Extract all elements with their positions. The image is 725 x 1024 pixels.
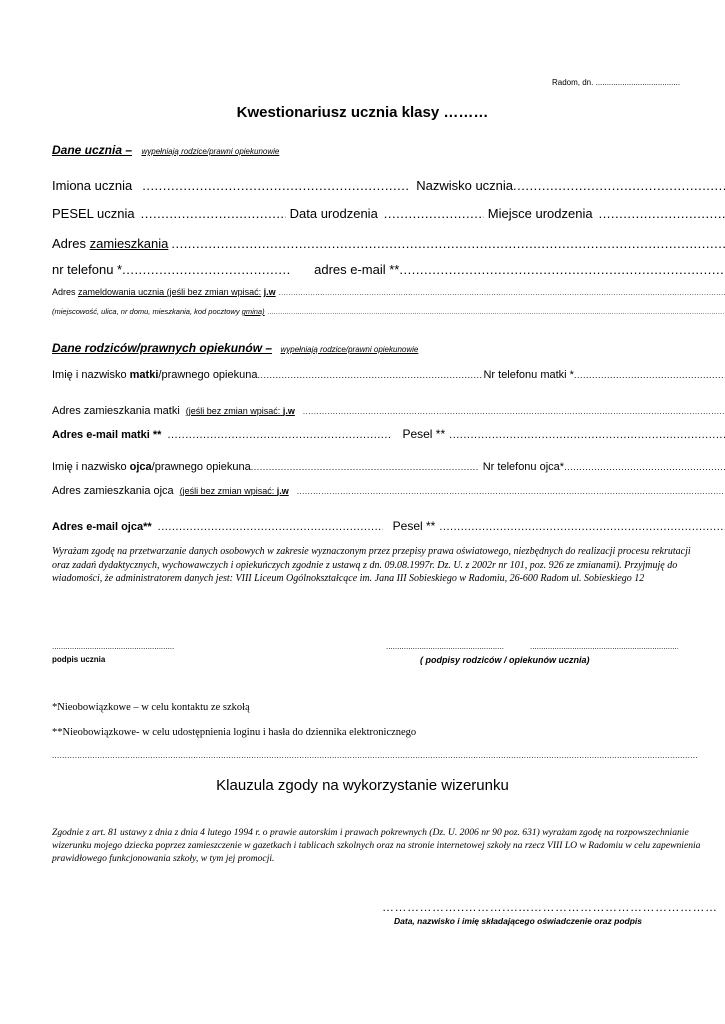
- phone-label: nr telefonu *: [52, 262, 123, 277]
- mother-pesel-label: Pesel **: [402, 427, 446, 441]
- section-separator: [52, 751, 698, 760]
- student-heading-note: wypełniają rodzice/prawni opiekunowie: [141, 147, 280, 156]
- parent2-signature-line[interactable]: [530, 642, 678, 651]
- footnote-optional-2: **Nieobowiązkowe- w celu udostępnienia loginu i hasła do dziennika elektronicznego: [52, 727, 417, 738]
- birth-place-label: Miejsce urodzenia: [487, 206, 593, 221]
- registered-hint: (miejscowość, ulica, nr domu, mieszkania, kod pocztowy gmina): [52, 307, 265, 316]
- parents-heading-note: wypełniają rodzice/prawni opiekunowie: [280, 345, 419, 354]
- father-email-field[interactable]: [158, 521, 383, 533]
- mother-address-row: [52, 405, 692, 417]
- mother-email-label: Adres e-mail matki **: [52, 429, 162, 441]
- parents-heading-text: Dane rodziców/prawnych opiekunów –: [52, 341, 273, 355]
- student-heading-text: Dane ucznia –: [52, 143, 133, 157]
- image-clause-title: Klauzula zgody na wykorzystanie wizerunku: [216, 777, 509, 794]
- parents-signature-label: ( podpisy rodziców / opiekunów ucznia): [420, 655, 590, 665]
- mother-name-row: [52, 369, 692, 381]
- address-label: Adres zamieszkania: [52, 236, 169, 251]
- birth-date-field[interactable]: [384, 206, 484, 221]
- mother-pesel-field[interactable]: [449, 429, 725, 441]
- student-signature-label: podpis ucznia: [52, 655, 106, 664]
- page-title: Kwestionariusz ucznia klasy ………: [236, 104, 489, 121]
- father-name-label: Imię i nazwisko ojca/prawnego opiekuna: [52, 461, 251, 473]
- email-field[interactable]: [399, 262, 725, 277]
- father-name-row: [52, 461, 698, 473]
- father-phone-label: Nr telefonu ojca*: [482, 461, 565, 473]
- last-name-label: Nazwisko ucznia: [416, 178, 514, 193]
- father-address-field[interactable]: [297, 487, 725, 496]
- image-clause-text: Zgodnie z art. 81 ustawy z dnia z dnia 4 lutego 1994 r. o prawie autorskim i prawach pokrewnych (Dz. U. 2006 nr 90 poz. 631) wyrażam zgodę na rozpowszechnianie wizerunku mojego dziecka poprzez zamieszczenie w gazetkach i tablicach szkolnych oraz na stronie internetowej szkoły na rzecz VIII LO w Radomiu w celu zapewnienia prawidłowego funkcjonowania szkoły, w tym jej promocji.: [52, 827, 701, 864]
- student-address-row: [52, 236, 698, 251]
- registered-address-row: [52, 287, 698, 297]
- mother-phone-label: Nr telefonu matki *: [483, 369, 574, 381]
- mother-name-label: Imię i nazwisko matki/prawnego opiekuna: [52, 369, 258, 381]
- data-consent-text: Wyrażam zgodę na przetwarzanie danych osobowych w zakresie wyznaczonym przez przepisy prawa oświatowego, niezbędnych do realizacji procesu rekrutacji oraz zadań dydaktycznych, wychowawczych i opiekuńczych zgodnie z ustawą z dn. 09.08.1997r. Dz. U. z 2002r nr 101, poz. 926 ze zmianami). Przyjmuję do wiadomości, że administratorem danych jest: VIII Liceum Ogólnokształcące im. Jana III Sobieskiego w Radomiu, 26-600 Radom ul. Sobieskiego 12: [52, 546, 691, 584]
- registered-hint-row: [52, 307, 692, 316]
- father-email-row: [52, 519, 698, 533]
- footnote-optional-1: *Nieobowiązkowe – w celu kontaktu ze szkołą: [52, 702, 250, 713]
- mother-phone-field[interactable]: [574, 370, 725, 380]
- registered-address-field[interactable]: [279, 290, 725, 297]
- father-phone-field[interactable]: [564, 462, 725, 472]
- student-signature-line[interactable]: [52, 642, 174, 651]
- registered-hint-field[interactable]: [268, 310, 725, 316]
- father-address-label: Adres zamieszkania ojca: [52, 485, 174, 497]
- student-pesel-row: [52, 206, 698, 221]
- place-date: Radom, dn. ......................................: [552, 78, 681, 87]
- mother-address-note: (jeśli bez zmian wpisać: j.w: [185, 406, 295, 416]
- father-pesel-label: Pesel **: [392, 519, 436, 533]
- mother-name-field[interactable]: [257, 370, 483, 380]
- father-address-row: [52, 485, 698, 497]
- birth-place-field[interactable]: [599, 206, 725, 221]
- first-names-label: Imiona ucznia: [52, 178, 133, 193]
- registered-label: Adres zameldowania ucznia (jeśli bez zmian wpisać: j.w: [52, 287, 276, 297]
- father-name-field[interactable]: [251, 462, 479, 472]
- email-label: adres e-mail **: [314, 262, 400, 277]
- declarant-signature-label: Data, nazwisko i imię składającego oświadczenie oraz podpis: [394, 916, 642, 926]
- first-names-field[interactable]: [142, 178, 410, 193]
- father-pesel-field[interactable]: [439, 521, 725, 533]
- last-name-field[interactable]: [513, 178, 725, 193]
- mother-email-field[interactable]: [167, 429, 392, 441]
- mother-address-label: Adres zamieszkania matki: [52, 405, 180, 417]
- student-contact-row: [52, 262, 698, 277]
- student-names-row: [52, 178, 698, 193]
- father-email-label: Adres e-mail ojca**: [52, 521, 152, 533]
- mother-email-row: [52, 427, 698, 441]
- mother-address-field[interactable]: [303, 407, 725, 416]
- student-section-heading: [52, 141, 279, 159]
- declarant-signature-line[interactable]: ………………..……….…...………………………………………: [382, 900, 718, 914]
- father-address-note: (jeśli bez zmian wpisać: j.w: [179, 486, 289, 496]
- pesel-label: PESEL ucznia: [52, 206, 135, 221]
- birth-date-label: Data urodzenia: [289, 206, 378, 221]
- parents-section-heading: [52, 339, 418, 357]
- phone-field[interactable]: [122, 262, 290, 277]
- address-field[interactable]: [171, 236, 725, 251]
- parent1-signature-line[interactable]: [386, 642, 504, 651]
- pesel-field[interactable]: [141, 206, 286, 221]
